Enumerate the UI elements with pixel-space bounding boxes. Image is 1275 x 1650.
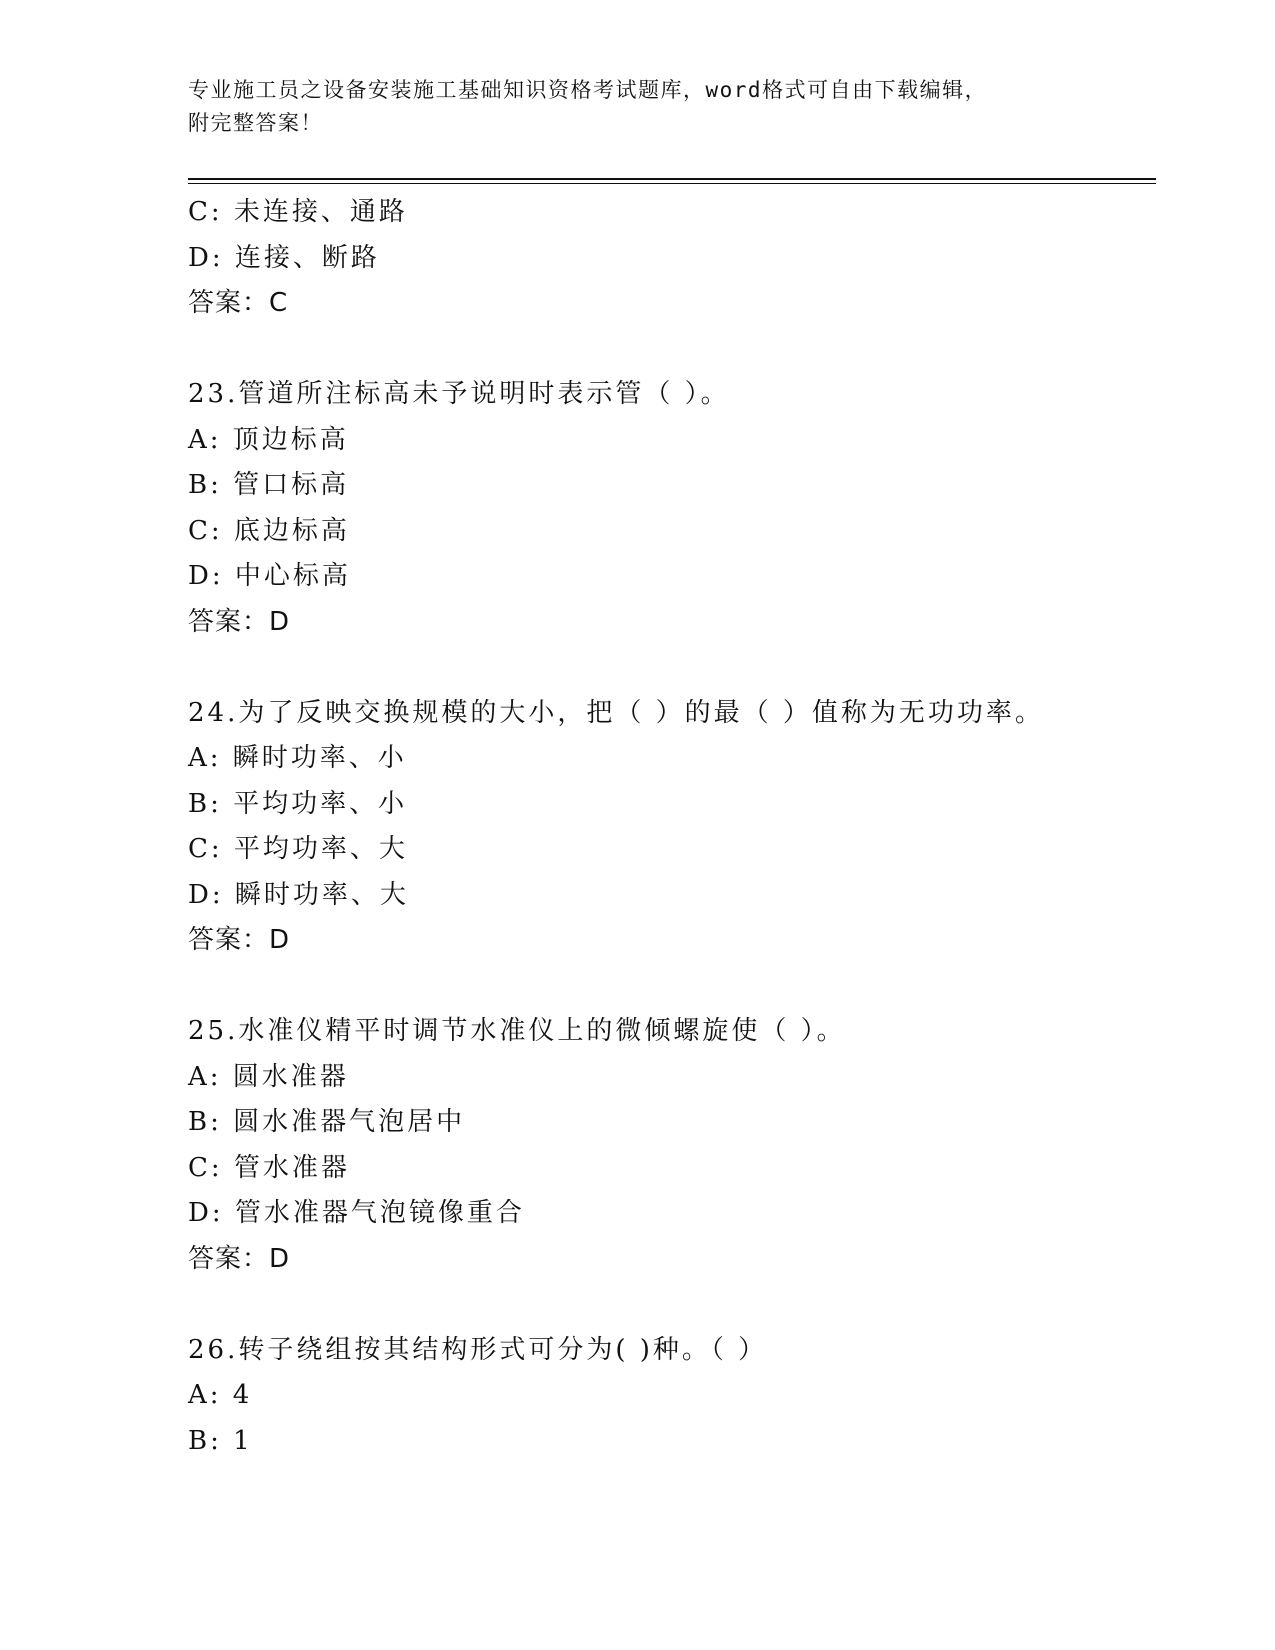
answer: 答案：D: [188, 606, 291, 637]
answer: 答案：D: [188, 925, 291, 955]
header-line-2: 附完整答案！: [188, 111, 323, 135]
question-stem: 23.管道所注标高未予说明时表示管（ ）。: [188, 379, 730, 409]
option-c: C: 平均功率、大: [188, 834, 408, 864]
spacer: [188, 964, 1148, 1010]
answer: 答案：D: [188, 1243, 291, 1274]
option-c: C: 未连接、通路: [188, 197, 408, 227]
header-divider-thin: [188, 183, 1156, 184]
header-line-1: 专业施工员之设备安装施工基础知识资格考试题库，word格式可自由下载编辑，: [188, 78, 988, 102]
spacer: [188, 1282, 1148, 1328]
option-d: D: 连接、断路: [188, 242, 380, 273]
option-c: C: 底边标高: [188, 515, 350, 546]
answer: 答案：C: [188, 288, 289, 318]
option-d: D: 中心标高: [188, 561, 351, 591]
option-b: B: 圆水准器气泡居中: [188, 1107, 466, 1137]
option-b: B: 1: [188, 1425, 253, 1456]
question-stem: 26.转子绕组按其结构形式可分为( )种。（ ）: [188, 1334, 768, 1365]
option-d: D: 瞬时功率、大: [188, 879, 409, 910]
option-d: D: 管水准器气泡镜像重合: [188, 1198, 525, 1228]
question-stem: 24.为了反映交换规模的大小，把（ ）的最（ ）值称为无功功率。: [188, 697, 1044, 728]
option-b: B: 平均功率、小: [188, 788, 408, 819]
spacer: [188, 645, 1148, 691]
header-divider-thick: [188, 178, 1156, 180]
option-a: A: 4: [188, 1380, 253, 1410]
question-list: [188, 190, 1148, 1464]
option-a: A: 圆水准器: [188, 1061, 349, 1092]
question-stem: 25.水准仪精平时调节水准仪上的微倾螺旋使（ ）。: [188, 1016, 846, 1046]
document-header: [188, 74, 1088, 140]
option-c: C: 管水准器: [188, 1152, 350, 1183]
spacer: [188, 327, 1148, 373]
option-a: A: 瞬时功率、小: [188, 743, 407, 773]
option-a: A: 顶边标高: [188, 424, 349, 455]
option-b: B: 管口标高: [188, 470, 350, 500]
